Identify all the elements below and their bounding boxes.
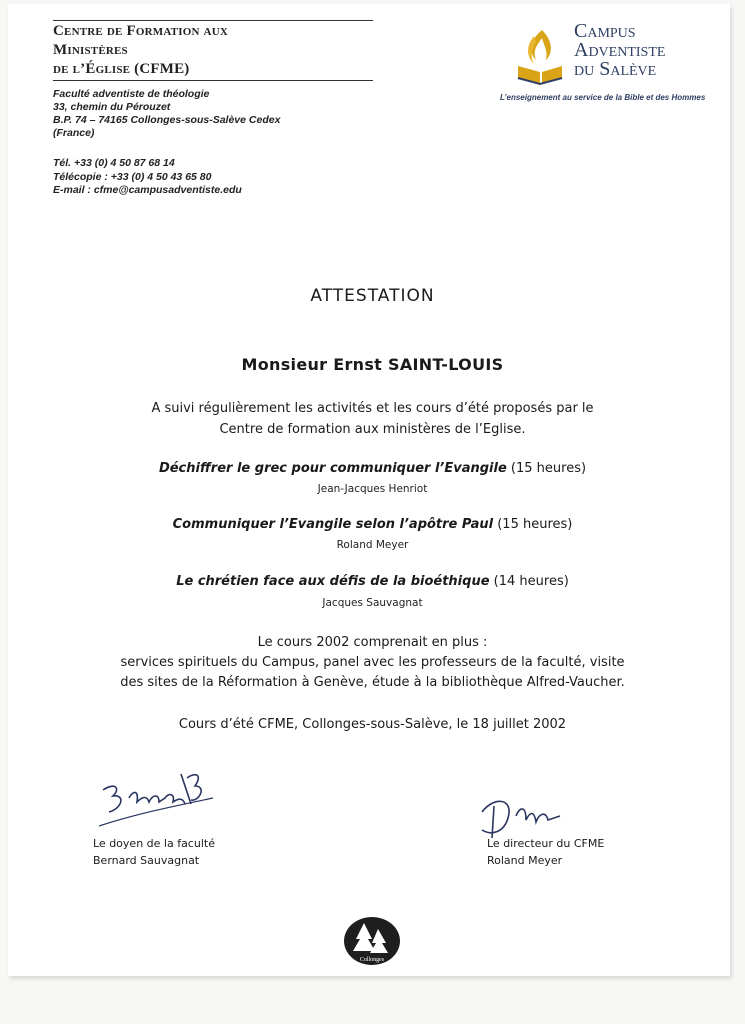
extra-line: services spirituels du Campus, panel avec les professeurs de la faculté, visite — [120, 655, 625, 670]
intro-line: A suivi régulièrement les activités et les cours d’été proposés par le — [151, 401, 594, 416]
org-line-1: Centre de Formation aux — [53, 23, 228, 39]
org-line-3: de l’Église (CFME) — [53, 61, 190, 77]
intro-paragraph — [0, 398, 745, 440]
seal-text: Collonges — [359, 957, 385, 963]
course-teacher: Roland Meyer — [336, 539, 409, 551]
course-title-row — [0, 517, 745, 532]
course-title: Le chrétien face aux défis de la bioéthique — [176, 574, 490, 589]
course-title: Communiquer l’Evangile selon l’apôtre Paul — [172, 517, 494, 532]
extra-line: Le cours 2002 comprenait en plus : — [257, 635, 488, 650]
address-line: 33, chemin du Pérouzet — [53, 101, 171, 113]
campus-tagline: L’enseignement au service de la Bible et des Hommes — [500, 93, 706, 102]
course-title: Déchiffrer le grec pour communiquer l’Evangile — [158, 461, 507, 476]
address-line: Faculté adventiste de théologie — [53, 88, 210, 100]
course-teacher: Jacques Sauvagnat — [322, 597, 423, 609]
document-title: ATTESTATION — [310, 286, 435, 306]
campus-name-line: Adventiste — [574, 39, 666, 61]
email-line: E-mail : cfme@campusadventiste.edu — [53, 184, 242, 196]
place-date-line: Cours d’été CFME, Collonges-sous-Salève, le 18 juillet 2002 — [178, 717, 567, 732]
course-teacher: Jean-Jacques Henriot — [317, 483, 428, 495]
signer-role: Le doyen de la faculté — [93, 837, 215, 850]
address-line: (France) — [53, 127, 95, 139]
extra-activities — [0, 633, 745, 693]
course-hours: (14 heures) — [489, 574, 569, 589]
extra-line: des sites de la Réformation à Genève, étude à la bibliothèque Alfred-Vaucher. — [120, 675, 625, 690]
flame-book-logo-icon — [512, 26, 570, 90]
course-title-row — [0, 574, 745, 589]
address-block — [53, 88, 353, 140]
trees-seal-icon — [342, 915, 402, 967]
phone-line: Tél. +33 (0) 4 50 87 68 14 — [53, 157, 175, 169]
signature-left-caption — [93, 835, 215, 869]
signer-name: Bernard Sauvagnat — [93, 854, 200, 867]
fax-line: Télécopie : +33 (0) 4 50 43 65 80 — [53, 170, 212, 183]
campus-name-line: du Salève — [574, 58, 657, 80]
signer-name: Roland Meyer — [487, 854, 563, 867]
campus-name-line: Campus — [574, 20, 636, 42]
signer-role: Le directeur du CFME — [487, 837, 605, 850]
signature-left — [95, 768, 220, 838]
course-hours: (15 heures) — [506, 461, 587, 476]
header-rule-bottom — [53, 80, 373, 81]
course-hours: (15 heures) — [493, 517, 573, 532]
signature-right-caption — [487, 835, 604, 869]
intro-line: Centre de formation aux ministères de l’Eglise. — [219, 422, 526, 437]
address-line: B.P. 74 – 74165 Collonges-sous-Salève Cedex — [53, 114, 281, 126]
contact-block — [53, 157, 353, 198]
campus-name — [574, 22, 724, 79]
org-line-2: Ministères — [53, 42, 128, 58]
recipient-name: Monsieur Ernst SAINT-LOUIS — [241, 355, 504, 374]
organization-name — [53, 22, 375, 79]
header-rule-top — [53, 20, 373, 21]
course-title-row — [0, 461, 745, 476]
